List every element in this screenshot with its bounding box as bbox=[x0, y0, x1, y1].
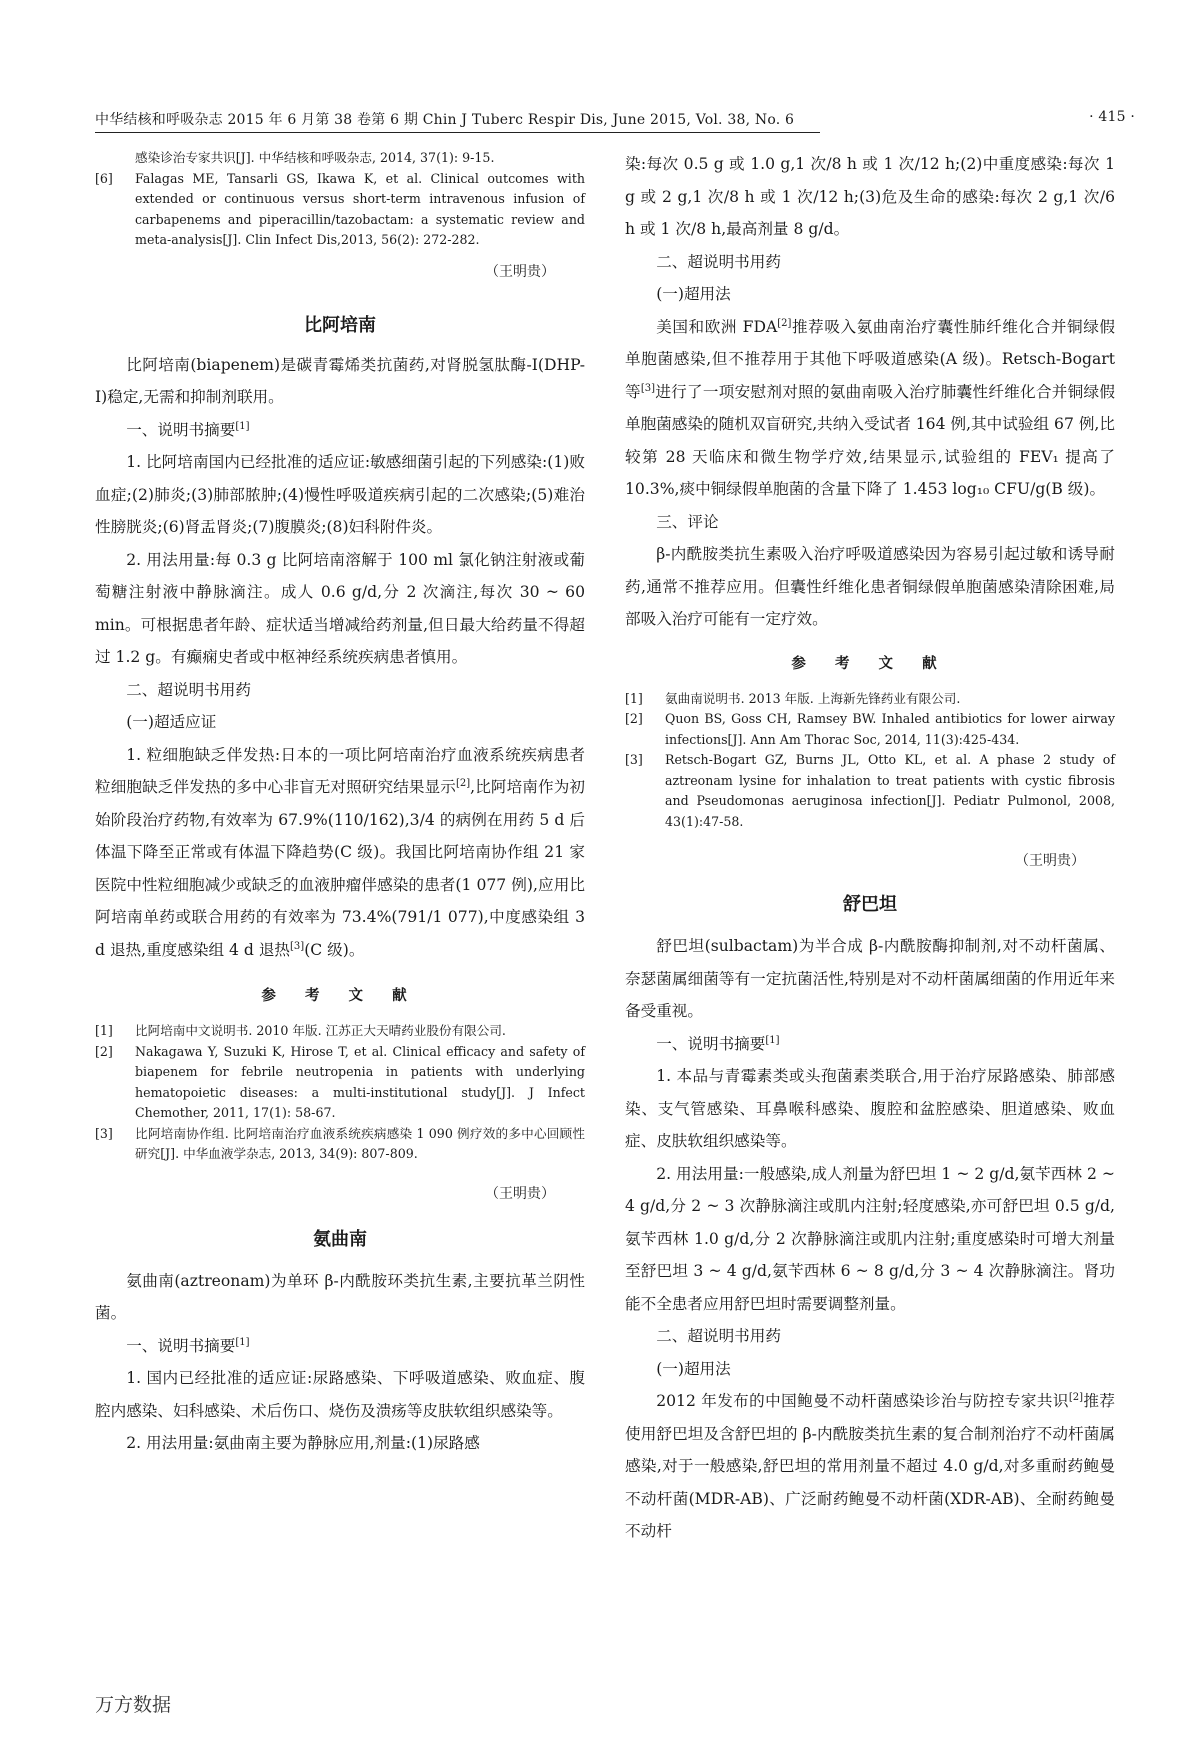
reference-item: [6] Falagas ME, Tansarli GS, Ikawa K, et al. Clinical outcomes with extended or continuous versus short-term intravenous infusion of carbapenems and piperacillin/tazobactam: a systematic review and meta-analysis[J]. Clin Infect Dis,2013, 56(2): 272-282. bbox=[95, 170, 585, 247]
paragraph: 1. 本品与青霉素类或头孢菌素类联合,用于治疗尿路感染、肺部感染、支气管感染、耳鼻喉科感染、腹腔和盆腔感染、胆道感染、败血症、皮肤软组织感染等。 bbox=[625, 1067, 1115, 1150]
paragraph: 2. 用法用量:每 0.3 g 比阿培南溶解于 100 ml 氯化钠注射液或葡萄糖注射液中静脉滴注。成人 0.6 g/d,分 2 次滴注,每次 30 ~ 60 min。可根据患者年龄、症状适当增减给药剂量,但日最大给药量不得超过 1.2 g。有癫痫史者或中枢神经系统疾病患者慎用。 bbox=[95, 550, 585, 666]
section-title-aztreonam: 氨曲南 bbox=[313, 1228, 367, 1250]
section-heading: 一、说明书摘要[1] bbox=[126, 1336, 250, 1355]
reference-list bbox=[625, 689, 1115, 833]
reference-item: [2] Quon BS, Goss CH, Ramsey BW. Inhaled antibiotics for lower airway infections[J]. Ann Am Thorac Soc, 2014, 11(3):425-434. bbox=[625, 711, 1115, 747]
watermark: 万方数据 bbox=[95, 1694, 172, 1716]
paragraph: 1. 粒细胞缺乏伴发热:日本的一项比阿培南治疗血液系统疾病患者粒细胞缺乏伴发热的多中心非盲无对照研究结果显示[2],比阿培南作为初始阶段治疗药物,有效率为 67.9%(110/162),3/4 的病例在用药 5 d 后体温下降至正常或有体温下降趋势(C 级)。我国比阿培南协作组 21 家医院中性粒细胞减少或缺乏的血液肿瘤伴感染的患者(1 077 例),应用比阿培南单药或联合用药的有效率为 73.4%(791/1 077),中度感染组 3 d 退热,重度感染组 4 d 退热[3](C 级)。 bbox=[95, 745, 585, 959]
section-heading: 二、超说明书用药 bbox=[126, 680, 251, 699]
paragraph: 1. 比阿培南国内已经批准的适应证:敏感细菌引起的下列感染:(1)败血症;(2)肺炎;(3)肺部脓肿;(4)慢性呼吸道疾病引起的二次感染;(5)难治性膀胱炎;(6)肾盂肾炎;(7)腹膜炎;(8)妇科附件炎。 bbox=[95, 453, 585, 536]
subsection-heading: (一)超适应证 bbox=[126, 713, 217, 731]
running-header bbox=[95, 105, 1135, 131]
paragraph: 美国和欧洲 FDA[2]推荐吸入氨曲南治疗囊性肺纤维化合并铜绿假单胞菌感染,但不推荐用于其他下呼吸道感染(A 级)。Retsch-Bogart 等[3]进行了一项安慰剂对照的氨曲南吸入治疗肺囊性纤维化合并铜绿假单胞菌感染的随机双盲研究,共纳入受试者 164 例,其中试验组 67 例,比较第 28 天临床和微生物学疗效,结果显示,试验组的 FEV₁ 提高了 10.3%,痰中铜绿假单胞菌的含量下降了 1.453 log₁₀ CFU/g(B 级)。 bbox=[625, 317, 1115, 498]
section-heading: 一、说明书摘要[1] bbox=[126, 420, 250, 439]
author-signature: （王明贵） bbox=[1015, 853, 1085, 869]
right-column bbox=[625, 148, 1115, 1548]
references-heading: 参 考 文 献 bbox=[791, 655, 949, 672]
author-signature: （王明贵） bbox=[485, 263, 555, 280]
reference-item: [1] 比阿培南中文说明书. 2010 年版. 江苏正大天晴药业股份有限公司. bbox=[95, 1023, 506, 1038]
section-heading: 三、评论 bbox=[656, 512, 719, 531]
paragraph-continuation: 染:每次 0.5 g 或 1.0 g,1 次/8 h 或 1 次/12 h;(2)中重度感染:每次 1 g 或 2 g,1 次/8 h 或 1 次/12 h;(3)危及生命的感染:每次 2 g,1 次/6 h 或 1 次/8 h,最高剂量 8 g/d。 bbox=[625, 155, 1115, 238]
intro-paragraph: 舒巴坦(sulbactam)为半合成 β-内酰胺酶抑制剂,对不动杆菌属、奈瑟菌属细菌等有一定抗菌活性,特别是对不动杆菌属细菌的作用近年来备受重视。 bbox=[625, 937, 1115, 1020]
section-heading: 二、超说明书用药 bbox=[656, 252, 781, 271]
reference-item: [3] Retsch-Bogart GZ, Burns JL, Otto KL, et al. A phase 2 study of aztreonam lysine for inhalation to treat patients with cystic fibrosis and Pseudomonas aeruginosa infection[J]. Pediatr Pulmonol, 2008, 43(1):47-58. bbox=[625, 752, 1115, 829]
reference-item: [3] 比阿培南协作组. 比阿培南治疗血液系统疾病感染 1 090 例疗效的多中心回顾性研究[J]. 中华血液学杂志, 2013, 34(9): 807-809. bbox=[95, 1125, 585, 1161]
section-title-biapenem: 比阿培南 bbox=[304, 314, 376, 336]
paragraph: 2. 用法用量:一般感染,成人剂量为舒巴坦 1 ~ 2 g/d,氨苄西林 2 ~ 4 g/d,分 2 ~ 3 次静脉滴注或肌内注射;轻度感染,亦可舒巴坦 0.5 g/d,氨苄西林 1.0 g/d,分 2 次静脉滴注或肌内注射;重度感染时可增大剂量至舒巴坦 3 ~ 4 g/d,氨苄西林 6 ~ 8 g/d,分 3 ~ 4 次静脉滴注。肾功能不全患者应用舒巴坦时需要调整剂量。 bbox=[625, 1164, 1115, 1313]
paragraph: 1. 国内已经批准的适应证:尿路感染、下呼吸道感染、败血症、腹腔内感染、妇科感染、术后伤口、烧伤及溃疡等皮肤软组织感染等。 bbox=[95, 1369, 585, 1420]
left-column bbox=[95, 148, 585, 1460]
references-heading: 参 考 文 献 bbox=[261, 988, 419, 1004]
reference-item: [2] Nakagawa Y, Suzuki K, Hirose T, et al. Clinical efficacy and safety of biapenem for febrile neutropenia in patients with underlying hematopoietic diseases: a multi-institutional study[J]. J Infect Chemother, 2011, 17(1): 58-67. bbox=[95, 1043, 585, 1120]
reference-list bbox=[95, 1021, 585, 1165]
section-heading: 二、超说明书用药 bbox=[656, 1327, 781, 1345]
author-signature: （王明贵） bbox=[485, 1185, 555, 1202]
intro-paragraph: 比阿培南(biapenem)是碳青霉烯类抗菌药,对肾脱氢肽酶-I(DHP-I)稳定,无需和抑制剂联用。 bbox=[95, 355, 585, 406]
header-rule bbox=[95, 132, 820, 133]
reference-continuation: 感染诊治专家共识[J]. 中华结核和呼吸杂志, 2014, 37(1): 9-15. bbox=[135, 150, 495, 165]
page-number: · 415 · bbox=[1089, 109, 1135, 125]
intro-paragraph: 氨曲南(aztreonam)为单环 β-内酰胺环类抗生素,主要抗革兰阴性菌。 bbox=[95, 1271, 585, 1322]
subsection-heading: (一)超用法 bbox=[656, 1359, 731, 1378]
paragraph: 2012 年发布的中国鲍曼不动杆菌感染诊治与防控专家共识[2]推荐使用舒巴坦及含舒巴坦的 β-内酰胺类抗生素的复合制剂治疗不动杆菌属感染,对于一般感染,舒巴坦的常用剂量不超过 4.0 g/d,对多重耐药鲍曼不动杆菌(MDR-AB)、广泛耐药鲍曼不动杆菌(XDR-AB)、全耐药鲍曼不动杆 bbox=[625, 1391, 1115, 1540]
section-title-sulbactam: 舒巴坦 bbox=[843, 894, 897, 915]
subsection-heading: (一)超用法 bbox=[656, 285, 731, 303]
section-heading: 一、说明书摘要[1] bbox=[656, 1034, 780, 1053]
journal-citation: 中华结核和呼吸杂志 2015 年 6 月第 38 卷第 6 期 Chin J Tuberc Respir Dis, June 2015, Vol. 38, No. 6 bbox=[95, 112, 795, 128]
previous-article-references bbox=[95, 148, 585, 251]
reference-item: [1] 氨曲南说明书. 2013 年版. 上海新先锋药业有限公司. bbox=[625, 690, 961, 706]
paragraph: β-内酰胺类抗生素吸入治疗呼吸道感染因为容易引起过敏和诱导耐药,通常不推荐应用。但囊性纤维化患者铜绿假单胞菌感染清除困难,局部吸入治疗可能有一定疗效。 bbox=[625, 545, 1115, 628]
paragraph: 2. 用法用量:氨曲南主要为静脉应用,剂量:(1)尿路感 bbox=[126, 1434, 480, 1452]
